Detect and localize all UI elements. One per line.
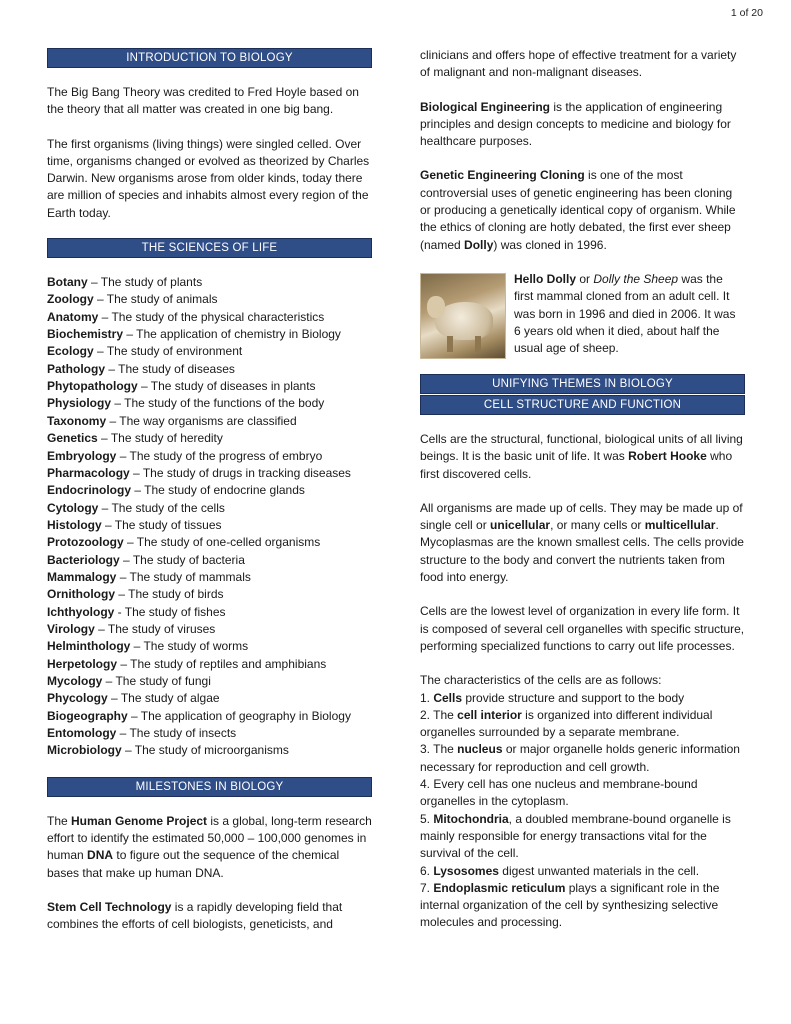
science-term: Biochemistry xyxy=(47,327,124,342)
science-term: Endocrinology xyxy=(47,483,131,498)
science-term: Protozoology xyxy=(47,535,124,550)
characteristic-lead: 4. Every cell has one nucleus and membrane-bound organelles in the cytoplasm. xyxy=(420,777,698,809)
cells-paragraph-2: All organisms are made up of cells. They may be made up of single cell or unicellular, or many cells or multicellular. Mycoplasmas are the known smallest cells. The cells provide structure to the body and convert the nutrients taken from food into energy. xyxy=(420,500,744,585)
science-separator: – xyxy=(117,656,131,671)
science-term: Virology xyxy=(47,621,95,636)
science-item xyxy=(47,552,372,569)
science-definition: The study of the progress of embryo xyxy=(129,448,323,463)
science-item xyxy=(47,725,372,742)
science-definition: The study of insects xyxy=(129,726,237,741)
science-separator: – xyxy=(137,379,151,394)
science-separator: – xyxy=(98,309,112,324)
science-definition: The study of bacteria xyxy=(132,552,245,567)
science-definition: The study of the cells xyxy=(111,500,225,515)
intro-paragraph-1: The Big Bang Theory was credited to Fred Hoyle based on the theory that all matter was created in one big bang. xyxy=(47,85,359,117)
science-definition: The study of reptiles and amphibians xyxy=(130,656,327,671)
science-item xyxy=(47,621,372,638)
characteristic-lead: 5. xyxy=(420,811,434,826)
genome-paragraph: The Human Genome Project is a global, long-term research effort to identify the estimated 50,000 – 100,000 genomes in human DNA to figure out the sequence of the chemical bases that make up human DNA. xyxy=(47,813,372,880)
science-term: Biogeography xyxy=(47,708,128,723)
sciences-header: THE SCIENCES OF LIFE xyxy=(47,238,372,258)
characteristic-item xyxy=(420,863,745,880)
characteristic-term: Endoplasmic reticulum xyxy=(433,880,566,895)
science-item xyxy=(47,291,372,308)
science-item xyxy=(47,465,372,482)
science-definition: The study of fishes xyxy=(124,604,226,619)
sciences-list xyxy=(47,274,372,760)
cells-paragraph-1: Cells are the structural, functional, biological units of all living beings. It is the basic unit of life. It was Robert Hooke who first discovered cells. xyxy=(420,431,743,481)
science-item xyxy=(47,569,372,586)
science-item xyxy=(47,361,372,378)
science-term: Mycology xyxy=(47,673,103,688)
science-term: Pathology xyxy=(47,361,106,376)
science-term: Bacteriology xyxy=(47,552,120,567)
unifying-header: UNIFYING THEMES IN BIOLOGY xyxy=(420,374,745,394)
science-term: Anatomy xyxy=(47,309,99,324)
science-term: Taxonomy xyxy=(47,413,107,428)
science-separator: – xyxy=(116,569,130,584)
characteristic-lead: 2. The xyxy=(420,707,458,722)
science-term: Phycology xyxy=(47,691,108,706)
science-item xyxy=(47,448,372,465)
science-term: Phytopathology xyxy=(47,379,138,394)
science-item xyxy=(47,586,372,603)
science-definition: The study of one-celled organisms xyxy=(136,535,321,550)
science-separator: – xyxy=(123,535,137,550)
characteristic-term: cell interior xyxy=(457,707,522,722)
science-separator: – xyxy=(102,673,116,688)
science-definition: The study of environment xyxy=(106,344,243,359)
characteristic-term: Cells xyxy=(433,690,463,705)
science-term: Entomology xyxy=(47,726,117,741)
science-separator: – xyxy=(93,292,107,307)
science-definition: The study of mammals xyxy=(129,569,251,584)
characteristic-lead: 3. The xyxy=(420,742,458,757)
characteristic-lead: 6. xyxy=(420,863,434,878)
science-definition: The study of viruses xyxy=(107,621,216,636)
science-separator: – xyxy=(98,500,112,515)
science-separator: – xyxy=(94,621,108,636)
science-separator: – xyxy=(97,431,111,446)
science-term: Microbiology xyxy=(47,743,122,758)
science-term: Ichthyology xyxy=(47,604,115,619)
characteristic-text: plays a significant role in the internal organization of the cell by synthesizing selective molecules and processing. xyxy=(420,880,720,930)
science-separator: – xyxy=(123,327,137,342)
science-term: Histology xyxy=(47,517,102,532)
science-separator: – xyxy=(106,413,120,428)
characteristic-text: or major organelle holds generic information necessary for reproduction and cell growth. xyxy=(420,742,740,774)
science-term: Mammalogy xyxy=(47,569,117,584)
science-item xyxy=(47,378,372,395)
characteristic-lead: 1. xyxy=(420,690,434,705)
science-item xyxy=(47,482,372,499)
science-item xyxy=(47,690,372,707)
characteristic-item xyxy=(420,690,745,707)
science-definition: The study of diseases in plants xyxy=(150,379,316,394)
characteristic-item xyxy=(420,811,745,863)
science-term: Pharmacology xyxy=(47,465,130,480)
milestones-header: MILESTONES IN BIOLOGY xyxy=(47,777,372,797)
characteristic-item xyxy=(420,707,745,742)
science-separator: – xyxy=(131,483,145,498)
science-item xyxy=(47,274,372,291)
characteristics-intro: The characteristics of the cells are as follows: xyxy=(420,673,662,688)
science-separator: – xyxy=(111,396,125,411)
science-separator: – xyxy=(121,743,135,758)
science-item xyxy=(47,413,372,430)
science-separator: – xyxy=(116,448,130,463)
science-definition: The way organisms are classified xyxy=(119,413,297,428)
science-separator: - xyxy=(114,604,125,619)
science-item xyxy=(47,326,372,343)
science-separator: – xyxy=(105,361,119,376)
science-item xyxy=(47,673,372,690)
science-definition: The study of endocrine glands xyxy=(144,483,305,498)
characteristic-lead: 7. xyxy=(420,880,434,895)
characteristic-item xyxy=(420,776,745,811)
science-definition: The study of animals xyxy=(106,292,218,307)
science-term: Genetics xyxy=(47,431,98,446)
science-item xyxy=(47,742,372,759)
science-item xyxy=(47,309,372,326)
science-item xyxy=(47,517,372,534)
science-definition: The study of the functions of the body xyxy=(124,396,325,411)
science-term: Ecology xyxy=(47,344,94,359)
stemcell-paragraph: Stem Cell Technology is a rapidly developing field that combines the efforts of cell biologists, geneticists, and xyxy=(47,899,343,932)
characteristic-text: is organized into different individual organelles surrounded by a separate membrane. xyxy=(420,707,713,740)
science-item xyxy=(47,343,372,360)
characteristic-item xyxy=(420,880,745,932)
science-definition: The study of tissues xyxy=(114,517,222,532)
characteristics-list xyxy=(420,690,745,932)
science-definition: The study of the physical characteristics xyxy=(111,309,325,324)
science-separator: – xyxy=(93,344,107,359)
dolly-block xyxy=(420,271,745,359)
science-separator: – xyxy=(87,275,101,290)
science-definition: The study of heredity xyxy=(110,431,223,446)
bioeng-paragraph: Biological Engineering is the application of engineering principles and design concepts to medicine and biology for healthcare purposes. xyxy=(420,99,731,149)
right-column xyxy=(420,47,745,932)
science-term: Helminthology xyxy=(47,639,131,654)
characteristic-text: provide structure and support to the body xyxy=(462,690,685,705)
cloning-paragraph: Genetic Engineering Cloning is one of the most controversial uses of genetic engineering has been cloning or producing a genetically identical copy of organism. While the ethics of cloning are hotly debated, the first ever sheep (named Dolly) was cloned in 1996. xyxy=(420,168,736,252)
science-separator: – xyxy=(119,552,133,567)
left-column xyxy=(47,48,372,933)
science-item xyxy=(47,708,372,725)
science-definition: The study of birds xyxy=(128,587,224,602)
science-term: Zoology xyxy=(47,292,94,307)
stemcell-continued: clinicians and offers hope of effective treatment for a variety of malignant and non-malignant diseases. xyxy=(420,48,737,80)
intro-paragraph-2: The first organisms (living things) were singled celled. Over time, organisms changed or evolved as theorized by Charles Darwin. New organisms arose from older kinds, today there are million of species and inhabits almost every region of the Earth today. xyxy=(47,136,370,220)
science-definition: The study of diseases xyxy=(118,361,235,376)
page-number: 1 of 20 xyxy=(730,7,763,19)
science-item xyxy=(47,656,372,673)
science-term: Cytology xyxy=(47,500,99,515)
science-separator: – xyxy=(101,517,115,532)
science-item xyxy=(47,395,372,412)
science-separator: – xyxy=(107,691,121,706)
science-definition: The study of microorganisms xyxy=(134,743,289,758)
characteristic-term: nucleus xyxy=(457,742,503,757)
science-definition: The study of fungi xyxy=(115,673,211,688)
science-item xyxy=(47,638,372,655)
science-separator: – xyxy=(127,708,141,723)
characteristic-item xyxy=(420,741,745,776)
science-item xyxy=(47,534,372,551)
science-definition: The study of plants xyxy=(100,275,203,290)
science-term: Herpetology xyxy=(47,656,118,671)
science-separator: – xyxy=(130,639,144,654)
science-term: Ornithology xyxy=(47,587,115,602)
science-term: Embryology xyxy=(47,448,117,463)
science-item xyxy=(47,500,372,517)
science-separator: – xyxy=(115,587,129,602)
science-separator: – xyxy=(129,465,143,480)
characteristic-term: Mitochondria xyxy=(433,811,509,826)
cell-structure-header: CELL STRUCTURE AND FUNCTION xyxy=(420,395,745,415)
science-separator: – xyxy=(116,726,130,741)
science-definition: The study of algae xyxy=(120,691,220,706)
characteristic-text: digest unwanted materials in the cell. xyxy=(498,863,700,878)
intro-header: INTRODUCTION TO BIOLOGY xyxy=(47,48,372,68)
characteristic-text: , a doubled membrane-bound organelle is mainly responsible for energy transactions vital for the survival of the cell. xyxy=(420,811,731,861)
science-definition: The application of geography in Biology xyxy=(140,708,351,723)
science-definition: The study of worms xyxy=(143,639,249,654)
science-term: Physiology xyxy=(47,396,112,411)
characteristic-term: Lysosomes xyxy=(433,863,499,878)
science-definition: The application of chemistry in Biology xyxy=(136,327,341,342)
cells-paragraph-3: Cells are the lowest level of organization in every life form. It is composed of several cell organelles with specific structure, performing specialized functions to carry out life processes. xyxy=(420,604,745,653)
science-item xyxy=(47,604,372,621)
science-item xyxy=(47,430,372,447)
dolly-paragraph: Hello Dolly or Dolly the Sheep was the first mammal cloned from an adult cell. It was born in 1996 and died in 2006. It was 6 years old when it died, about half the usual age of sheep. xyxy=(514,271,736,356)
dolly-sheep-photo xyxy=(420,273,506,359)
science-definition: The study of drugs in tracking diseases xyxy=(142,465,351,480)
science-term: Botany xyxy=(47,275,88,290)
